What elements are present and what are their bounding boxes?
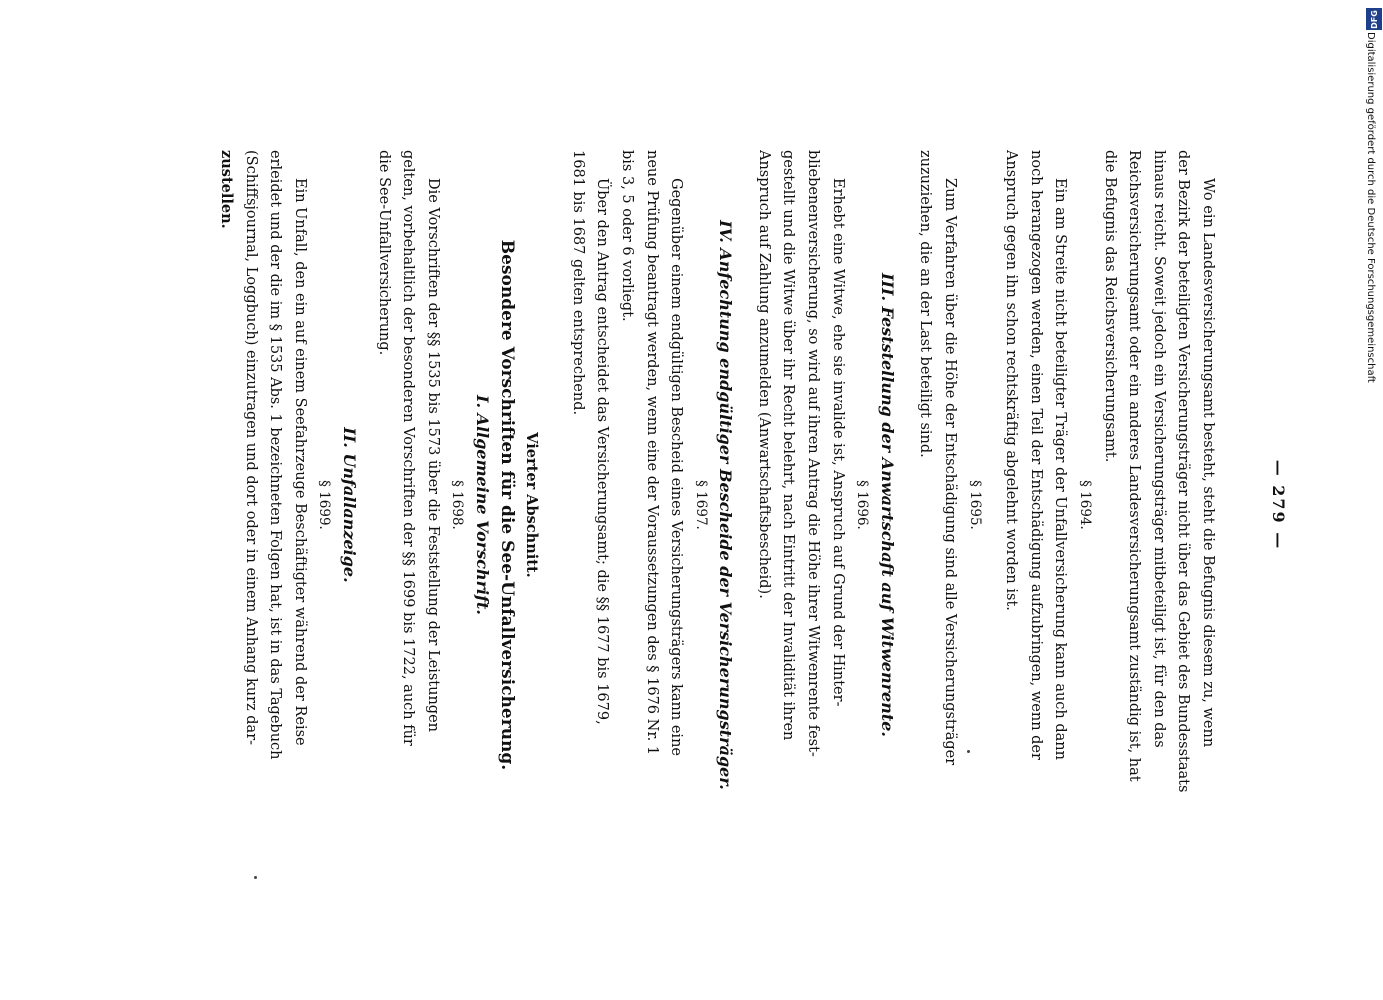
heading-ii: II. Unfallanzeige. — [340, 427, 359, 583]
heading-iii: III. Feststellung der Anwartschaft auf Witwenrente. — [877, 273, 897, 737]
text-line: Reichsversicherungsamt oder ein anderes Landesversicherungsamt zuständig ist, hat — [1126, 150, 1143, 782]
section-number-1695: § 1695. — [966, 480, 983, 530]
text-line: hinaus reicht. Soweit jedoch ein Versicherungsträger mitbeteiligt ist, für den das — [1150, 150, 1167, 748]
text-line: erleidet und der die im § 1535 Abs. 1 bezeichneten Folgen hat, ist in das Tagebuch — [267, 150, 284, 760]
paragraph-1699 — [213, 150, 311, 860]
text-line: Gegenüber einem endgültigen Bescheid eines Versicherungsträgers kann eine — [668, 178, 685, 756]
section-number-1696: § 1696. — [854, 480, 871, 530]
text-line: Die Vorschriften der §§ 1535 bis 1573 über die Feststellung der Leistungen — [424, 178, 441, 733]
text-line: Wo ein Landesversicherungsamt besteht, steht die Befugnis diesem zu, wenn — [1200, 178, 1216, 748]
paragraph-1696 — [751, 150, 849, 860]
text-line: noch herangezogen werden, einen Teil der Entschädigung aufzubringen, wenn der — [1027, 150, 1044, 760]
paragraph-1694 — [999, 150, 1073, 860]
digitization-credit: Digitalisierung gefördert durch die Deutsche Forschungsgemeinschaft — [1365, 32, 1376, 383]
text-line: gestellt und die Witwe über ihr Recht belehrt, nach Eintritt der Invalidität ihren — [780, 150, 797, 741]
text-line: Ein Unfall, den ein auf einem Seefahrzeuge Beschäftigter während der Reise — [291, 178, 308, 746]
text-line: zuzuziehen, die an der Last beteiligt sind. — [917, 150, 934, 458]
scan-speck — [254, 876, 257, 879]
text-line: Anspruch auf Zahlung anzumelden (Anwartschaftsbescheid). — [755, 150, 772, 599]
heading-i: I. Allgemeine Vorschrift. — [472, 395, 492, 615]
rotated-text-body — [120, 150, 1288, 860]
text-line: zustellen. — [218, 150, 236, 229]
text-line: Anspruch gegen ihn schon rechtskräftig abgelehnt worden ist. — [1003, 150, 1020, 611]
section-number-1699: § 1699. — [316, 480, 333, 530]
text-line: Erhebt eine Witwe, ehe sie invalide ist, Anspruch auf Grund der Hinter- — [829, 178, 846, 707]
text-line: (Schiffsjournal, Loggbuch) einzutragen und dort oder in einem Anhang kurz dar- — [242, 150, 259, 746]
scan-speck — [967, 750, 970, 753]
text-line: Ein am Streite nicht beteiligter Träger der Unfallversicherung kann auch dann — [1052, 178, 1069, 760]
dfg-logo-text: DFG — [1369, 9, 1379, 29]
section-number-1698: § 1698. — [449, 480, 466, 530]
text-line: gelten, vorbehaltlich der besonderen Vorschriften der §§ 1699 bis 1722, auch für — [400, 150, 417, 746]
text-line: 1681 bis 1687 gelten entsprechend. — [569, 150, 586, 416]
paragraph-1695 — [913, 150, 962, 860]
text-line: Zum Verfahren über die Höhe der Entschädigung sind alle Versicherungsträger — [942, 178, 959, 766]
heading-iv: IV. Anfechtung endgültiger Bescheide der Versicherungsträger. — [716, 220, 736, 790]
paragraph-1697 — [565, 150, 688, 860]
page-number: — 279 — — [1269, 459, 1288, 551]
text-line: die See-Unfallversicherung. — [375, 150, 392, 356]
paragraph-1698 — [371, 150, 445, 860]
text-line: bis 3, 5 oder 6 vorliegt. — [618, 150, 635, 322]
paragraph-1 — [1097, 150, 1220, 860]
dfg-logo — [1366, 8, 1382, 30]
abschnitt-title: Besondere Vorschriften für die See-Unfallversicherung. — [496, 239, 517, 771]
text-line: der Bezirk der beteiligten Versicherungsträger nicht über das Gebiet des Bundesstaats — [1175, 150, 1192, 793]
abschnitt-label: Vierter Abschnitt. — [523, 432, 541, 578]
text-line: die Befugnis das Reichsversicherungsamt. — [1101, 150, 1118, 463]
section-number-1694: § 1694. — [1077, 480, 1094, 530]
section-number-1697: § 1697. — [692, 480, 709, 530]
text-line: bliebenenversicherung, so wird auf ihren Antrag die Höhe ihrer Witwenrente fest- — [805, 150, 822, 757]
text-line: neue Prüfung beantragt werden, wenn eine der Voraussetzungen des § 1676 Nr. 1 — [643, 150, 660, 756]
text-line: Über den Antrag entscheidet das Versicherungsamt; die §§ 1677 bis 1679, — [594, 178, 611, 725]
